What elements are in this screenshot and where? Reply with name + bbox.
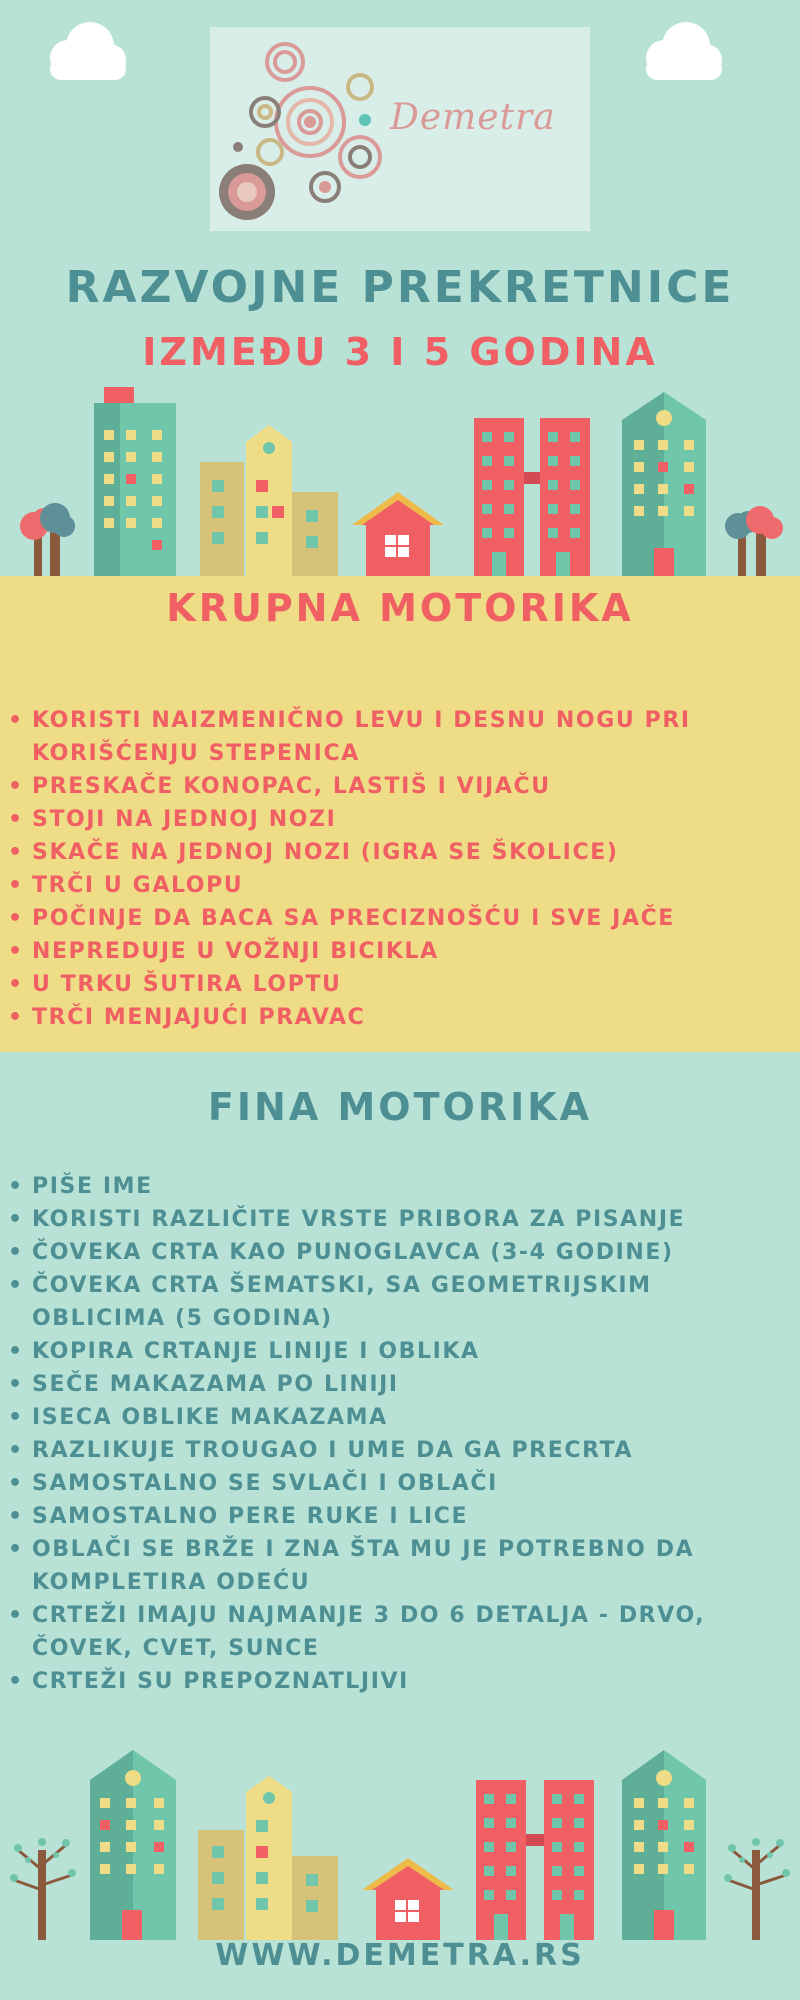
list-item: • ISECA OBLIKE MAKAZAMA xyxy=(0,1401,760,1434)
list-item: • STOJI NA JEDNOJ NOZI xyxy=(0,803,760,836)
section-title-fine-motor: FINA MOTORIKA xyxy=(207,1085,593,1129)
list-item: • ČOVEKA CRTA KAO PUNOGLAVCA (3-4 GODINE) xyxy=(0,1236,760,1269)
building-icon xyxy=(94,387,176,577)
city-skyline-illustration xyxy=(0,1745,800,1945)
list-item: • SKAČE NA JEDNOJ NOZI (IGRA SE ŠKOLICE) xyxy=(0,836,760,869)
list-item: • NEPREDUJE U VOŽNJI BICIKLA xyxy=(0,935,760,968)
building-icon xyxy=(622,1750,706,1940)
list-item: • SAMOSTALNO SE SVLAČI I OBLAČI xyxy=(0,1467,760,1500)
list-item: • SEČE MAKAZAMA PO LINIJI xyxy=(0,1368,760,1401)
logo xyxy=(210,27,590,231)
list-item: • SAMOSTALNO PERE RUKE I LICE xyxy=(0,1500,760,1533)
building-icon xyxy=(198,1776,338,1940)
list-item: • KOPIRA CRTANJE LINIJE I OBLIKA xyxy=(0,1335,760,1368)
building-icon xyxy=(90,1750,176,1940)
tree-icon xyxy=(10,1838,76,1940)
website-link[interactable]: WWW.DEMETRA.RS xyxy=(215,1938,585,1973)
list-item: • TRČI U GALOPU xyxy=(0,869,760,902)
list-item: • U TRKU ŠUTIRA LOPTU xyxy=(0,968,760,1001)
building-icon xyxy=(476,1780,594,1940)
tree-icon xyxy=(20,503,75,577)
building-icon xyxy=(200,425,338,577)
page-subtitle: IZMEĐU 3 I 5 GODINA xyxy=(142,330,658,374)
list-item: • KORISTI RAZLIČITE VRSTE PRIBORA ZA PISANJE xyxy=(0,1203,760,1236)
list-item: • CRTEŽI IMAJU NAJMANJE 3 DO 6 DETALJA - DRVO, ČOVEK, CVET, SUNCE xyxy=(0,1599,760,1665)
page-title: RAZVOJNE PREKRETNICE xyxy=(65,262,735,313)
logo-text: Demetra xyxy=(390,97,556,138)
house-icon xyxy=(352,492,444,577)
cloud-icon xyxy=(634,18,726,84)
list-item: • CRTEŽI SU PREPOZNATLJIVI xyxy=(0,1665,760,1698)
cloud-icon xyxy=(38,18,130,84)
gross-motor-list xyxy=(0,704,760,1034)
fine-motor-list xyxy=(0,1170,760,1698)
logo-swirl-icon xyxy=(210,27,400,227)
list-item: • ČOVEKA CRTA ŠEMATSKI, SA GEOMETRIJSKIM OBLICIMA (5 GODINA) xyxy=(0,1269,760,1335)
list-item: • KORISTI NAIZMENIČNO LEVU I DESNU NOGU PRI KORIŠĆENJU STEPENICA xyxy=(0,704,760,770)
tree-icon xyxy=(725,506,783,577)
list-item: • RAZLIKUJE TROUGAO I UME DA GA PRECRTA xyxy=(0,1434,760,1467)
building-icon xyxy=(474,418,590,577)
list-item: • POČINJE DA BACA SA PRECIZNOŠĆU I SVE JAČE xyxy=(0,902,760,935)
building-icon xyxy=(622,392,706,577)
list-item: • PRESKAČE KONOPAC, LASTIŠ I VIJAČU xyxy=(0,770,760,803)
list-item: • PIŠE IME xyxy=(0,1170,760,1203)
house-icon xyxy=(362,1858,454,1940)
tree-icon xyxy=(724,1838,790,1940)
city-skyline-illustration xyxy=(0,380,800,580)
list-item: • TRČI MENJAJUĆI PRAVAC xyxy=(0,1001,760,1034)
section-title-gross-motor: KRUPNA MOTORIKA xyxy=(166,586,634,630)
list-item: • OBLAČI SE BRŽE I ZNA ŠTA MU JE POTREBNO DA KOMPLETIRA ODEĆU xyxy=(0,1533,760,1599)
